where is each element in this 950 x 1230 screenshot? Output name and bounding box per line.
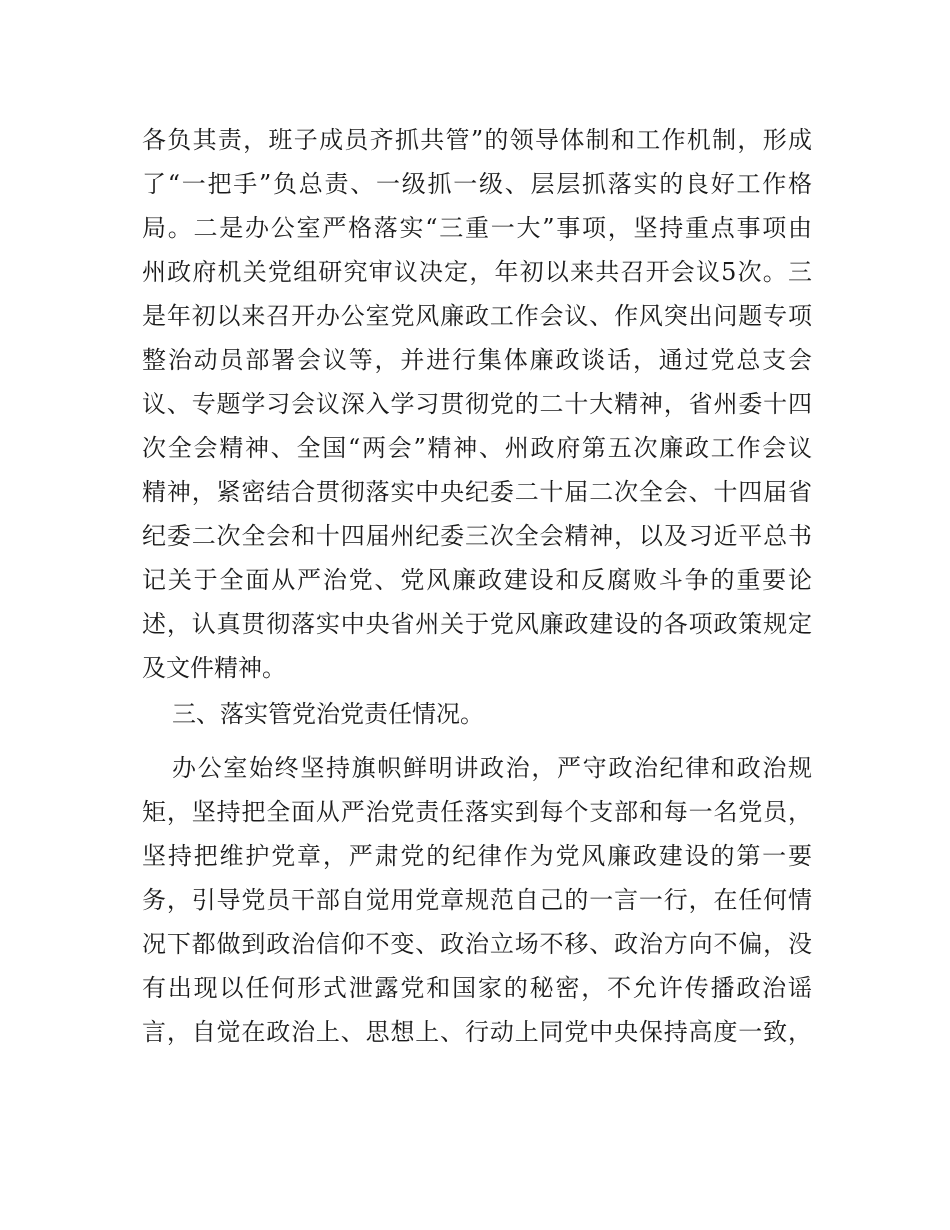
- paragraph-line: 况下都做到政治信仰不变、政治立场不移、政治方向不偏，没: [142, 930, 812, 958]
- paragraph-line: 述，认真贯彻落实中央省州关于党风廉政建设的各项政策规定: [142, 610, 812, 638]
- paragraph-line: 纪委二次全会和十四届州纪委三次全会精神，以及习近平总书: [142, 522, 812, 550]
- paragraph-line: 言，自觉在政治上、思想上、行动上同党中央保持高度一致，: [142, 1018, 812, 1046]
- paragraph-line: 有出现以任何形式泄露党和国家的秘密，不允许传播政治谣: [142, 974, 812, 1002]
- paragraph-line: 矩，坚持把全面从严治党责任落实到每个支部和每一名党员，: [142, 798, 812, 826]
- paragraph-line: 州政府机关党组研究审议决定，年初以来共召开会议5次。三: [142, 258, 812, 286]
- paragraph-line: 精神，紧密结合贯彻落实中央纪委二十届二次全会、十四届省: [142, 478, 812, 506]
- paragraph-line: 坚持把维护党章，严肃党的纪律作为党风廉政建设的第一要: [142, 842, 812, 870]
- paragraph-2: [142, 746, 812, 1054]
- paragraph-line: 次全会精神、全国“两会”精神、州政府第五次廉政工作会议: [142, 434, 812, 462]
- paragraph-line: 局。二是办公室严格落实“三重一大”事项，坚持重点事项由: [142, 214, 812, 242]
- paragraph-line: 记关于全面从严治党、党风廉政建设和反腐败斗争的重要论: [142, 566, 812, 594]
- paragraph-line: 了“一把手”负总责、一级抓一级、层层抓落实的良好工作格: [142, 170, 812, 198]
- paragraph-line: 整治动员部署会议等，并进行集体廉政谈话，通过党总支会: [142, 346, 812, 374]
- paragraph-line: 各负其责，班子成员齐抓共管”的领导体制和工作机制，形成: [142, 126, 812, 154]
- section-heading-text: 三、落实管党治党责任情况。: [172, 700, 484, 728]
- paragraph-1: [142, 118, 812, 690]
- paragraph-line: 办公室始终坚持旗帜鲜明讲政治，严守政治纪律和政治规: [172, 754, 812, 782]
- paragraph-line: 务，引导党员干部自觉用党章规范自己的一言一行，在任何情: [142, 886, 812, 914]
- paragraph-line: 议、专题学习会议深入学习贯彻党的二十大精神，省州委十四: [142, 390, 812, 418]
- paragraph-line: 是年初以来召开办公室党风廉政工作会议、作风突出问题专项: [142, 302, 812, 330]
- section-heading: [142, 692, 812, 736]
- paragraph-line: 及文件精神。: [142, 654, 286, 682]
